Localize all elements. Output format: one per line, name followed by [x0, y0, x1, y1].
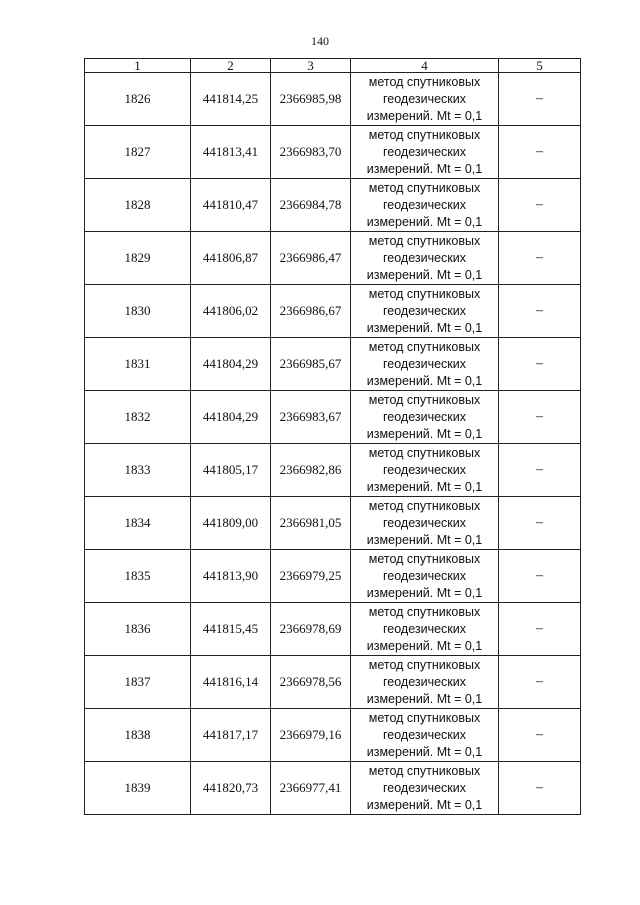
table-header — [85, 59, 581, 73]
y-coordinate-cell: 2366985,98 — [271, 73, 351, 126]
method-line: геодезических — [382, 621, 466, 636]
method-cell — [351, 762, 499, 815]
method-cell — [351, 179, 499, 232]
method-cell — [351, 338, 499, 391]
y-coordinate-cell: 2366977,41 — [271, 762, 351, 815]
point-id-cell: 1827 — [85, 126, 191, 179]
note-cell: – — [499, 656, 581, 709]
page-number: 140 — [311, 34, 329, 48]
x-coordinate-cell: 441820,73 — [191, 762, 271, 815]
table-row — [85, 603, 581, 656]
method-cell — [351, 656, 499, 709]
y-coordinate-cell: 2366978,56 — [271, 656, 351, 709]
x-coordinate-cell: 441813,90 — [191, 550, 271, 603]
method-line: измерений. Mt = 0,1 — [366, 691, 483, 706]
table-row — [85, 338, 581, 391]
table-row — [85, 709, 581, 762]
note-cell: – — [499, 338, 581, 391]
method-line: метод спутниковых — [368, 127, 481, 142]
point-id-cell: 1826 — [85, 73, 191, 126]
method-cell — [351, 444, 499, 497]
method-line: геодезических — [382, 91, 466, 106]
point-id-cell: 1836 — [85, 603, 191, 656]
method-line: метод спутниковых — [368, 339, 481, 354]
method-line: измерений. Mt = 0,1 — [366, 426, 483, 441]
x-coordinate-cell: 441804,29 — [191, 391, 271, 444]
method-line: измерений. Mt = 0,1 — [366, 532, 483, 547]
method-cell — [351, 497, 499, 550]
header-col-3: 3 — [271, 59, 351, 73]
method-cell — [351, 232, 499, 285]
x-coordinate-cell: 441817,17 — [191, 709, 271, 762]
table-row — [85, 762, 581, 815]
table-row — [85, 73, 581, 126]
y-coordinate-cell: 2366979,16 — [271, 709, 351, 762]
method-cell — [351, 73, 499, 126]
point-id-cell: 1839 — [85, 762, 191, 815]
method-line: геодезических — [382, 780, 466, 795]
table-row — [85, 391, 581, 444]
note-cell: – — [499, 232, 581, 285]
method-line: измерений. Mt = 0,1 — [366, 373, 483, 388]
method-line: метод спутниковых — [368, 286, 481, 301]
method-line: геодезических — [382, 250, 466, 265]
method-line: метод спутниковых — [368, 392, 481, 407]
method-line: метод спутниковых — [368, 445, 481, 460]
point-id-cell: 1832 — [85, 391, 191, 444]
method-cell — [351, 126, 499, 179]
header-row — [85, 59, 581, 73]
note-cell: – — [499, 391, 581, 444]
x-coordinate-cell: 441815,45 — [191, 603, 271, 656]
x-coordinate-cell: 441816,14 — [191, 656, 271, 709]
x-coordinate-cell: 441814,25 — [191, 73, 271, 126]
method-line: измерений. Mt = 0,1 — [366, 585, 483, 600]
point-id-cell: 1831 — [85, 338, 191, 391]
header-col-2: 2 — [191, 59, 271, 73]
method-line: геодезических — [382, 462, 466, 477]
method-line: геодезических — [382, 727, 466, 742]
point-id-cell: 1835 — [85, 550, 191, 603]
note-cell: – — [499, 179, 581, 232]
y-coordinate-cell: 2366986,47 — [271, 232, 351, 285]
header-col-4: 4 — [351, 59, 499, 73]
method-line: метод спутниковых — [368, 233, 481, 248]
coordinates-table — [84, 58, 581, 815]
method-line: измерений. Mt = 0,1 — [366, 320, 483, 335]
method-line: измерений. Mt = 0,1 — [366, 638, 483, 653]
note-cell: – — [499, 709, 581, 762]
point-id-cell: 1838 — [85, 709, 191, 762]
point-id-cell: 1829 — [85, 232, 191, 285]
table-row — [85, 232, 581, 285]
point-id-cell: 1837 — [85, 656, 191, 709]
point-id-cell: 1830 — [85, 285, 191, 338]
method-line: измерений. Mt = 0,1 — [366, 744, 483, 759]
y-coordinate-cell: 2366981,05 — [271, 497, 351, 550]
x-coordinate-cell: 441806,87 — [191, 232, 271, 285]
note-cell: – — [499, 126, 581, 179]
table-row — [85, 550, 581, 603]
note-cell: – — [499, 73, 581, 126]
method-cell — [351, 550, 499, 603]
method-cell — [351, 285, 499, 338]
method-line: метод спутниковых — [368, 657, 481, 672]
x-coordinate-cell: 441805,17 — [191, 444, 271, 497]
method-line: геодезических — [382, 515, 466, 530]
x-coordinate-cell: 441809,00 — [191, 497, 271, 550]
point-id-cell: 1833 — [85, 444, 191, 497]
method-cell — [351, 391, 499, 444]
table-row — [85, 179, 581, 232]
y-coordinate-cell: 2366978,69 — [271, 603, 351, 656]
method-line: метод спутниковых — [368, 551, 481, 566]
method-cell — [351, 603, 499, 656]
method-line: измерений. Mt = 0,1 — [366, 797, 483, 812]
method-line: геодезических — [382, 409, 466, 424]
y-coordinate-cell: 2366986,67 — [271, 285, 351, 338]
point-id-cell: 1828 — [85, 179, 191, 232]
note-cell: – — [499, 285, 581, 338]
method-line: измерений. Mt = 0,1 — [366, 267, 483, 282]
y-coordinate-cell: 2366985,67 — [271, 338, 351, 391]
table-row — [85, 285, 581, 338]
table-row — [85, 126, 581, 179]
method-line: геодезических — [382, 144, 466, 159]
method-line: метод спутниковых — [368, 604, 481, 619]
y-coordinate-cell: 2366983,70 — [271, 126, 351, 179]
point-id-cell: 1834 — [85, 497, 191, 550]
note-cell: – — [499, 603, 581, 656]
note-cell: – — [499, 444, 581, 497]
method-line: метод спутниковых — [368, 180, 481, 195]
method-line: метод спутниковых — [368, 710, 481, 725]
x-coordinate-cell: 441804,29 — [191, 338, 271, 391]
method-line: метод спутниковых — [368, 498, 481, 513]
method-line: геодезических — [382, 568, 466, 583]
x-coordinate-cell: 441806,02 — [191, 285, 271, 338]
x-coordinate-cell: 441813,41 — [191, 126, 271, 179]
method-line: геодезических — [382, 197, 466, 212]
note-cell: – — [499, 550, 581, 603]
method-line: измерений. Mt = 0,1 — [366, 108, 483, 123]
method-line: измерений. Mt = 0,1 — [366, 479, 483, 494]
table-row — [85, 497, 581, 550]
table-body — [85, 73, 581, 815]
method-line: геодезических — [382, 303, 466, 318]
header-col-1: 1 — [85, 59, 191, 73]
note-cell: – — [499, 762, 581, 815]
y-coordinate-cell: 2366979,25 — [271, 550, 351, 603]
method-line: измерений. Mt = 0,1 — [366, 161, 483, 176]
y-coordinate-cell: 2366983,67 — [271, 391, 351, 444]
method-line: измерений. Mt = 0,1 — [366, 214, 483, 229]
note-cell: – — [499, 497, 581, 550]
y-coordinate-cell: 2366982,86 — [271, 444, 351, 497]
method-line: метод спутниковых — [368, 74, 481, 89]
header-col-5: 5 — [499, 59, 581, 73]
method-line: метод спутниковых — [368, 763, 481, 778]
table-row — [85, 656, 581, 709]
method-line: геодезических — [382, 674, 466, 689]
method-line: геодезических — [382, 356, 466, 371]
method-cell — [351, 709, 499, 762]
table-row — [85, 444, 581, 497]
y-coordinate-cell: 2366984,78 — [271, 179, 351, 232]
x-coordinate-cell: 441810,47 — [191, 179, 271, 232]
